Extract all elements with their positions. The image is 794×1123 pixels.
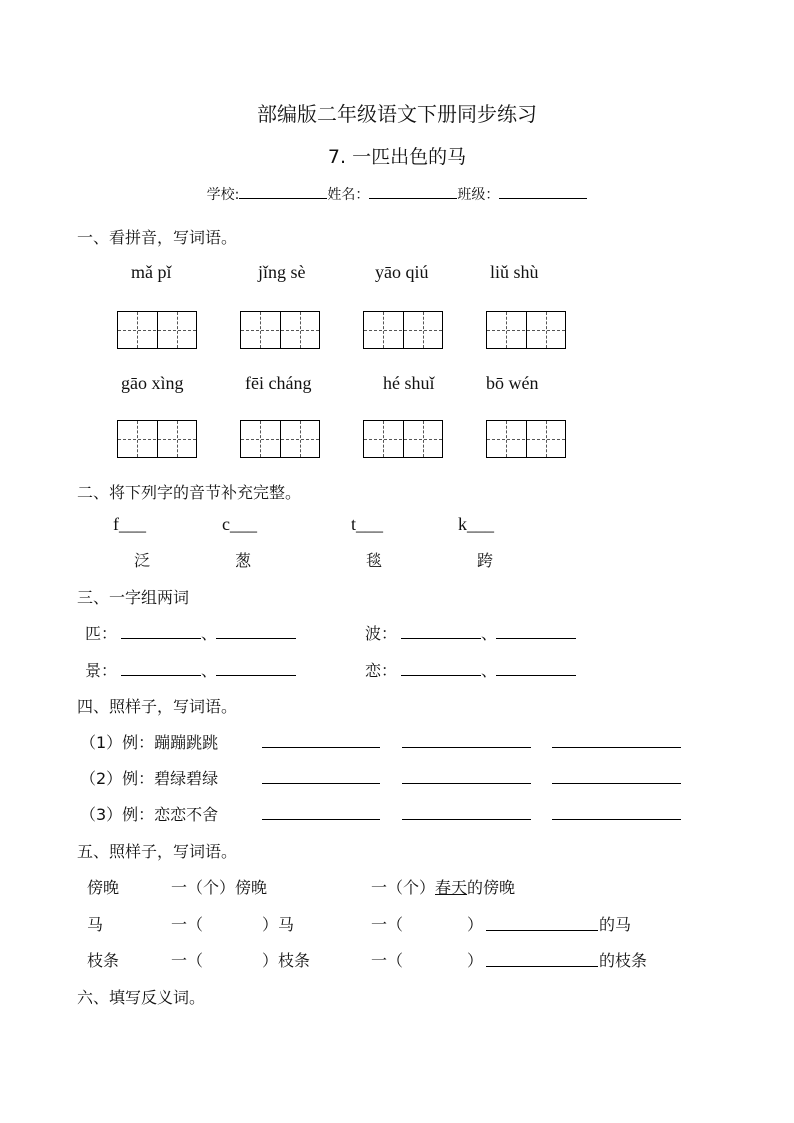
s5-close: ）枝条 — [262, 951, 311, 970]
writing-grid[interactable] — [240, 311, 320, 349]
name-field[interactable] — [369, 184, 457, 199]
separator: 、 — [201, 624, 218, 643]
answer-blank[interactable] — [486, 930, 598, 931]
answer-blank[interactable] — [216, 675, 296, 676]
pinyin: fēi cháng — [245, 373, 312, 393]
school-label: 学校: — [206, 187, 240, 203]
name-label: 姓名： — [327, 187, 370, 203]
section-3-heading: 三、一字组两词 — [77, 588, 190, 607]
s5-close: ） — [467, 951, 484, 970]
writing-grid[interactable] — [486, 420, 566, 458]
section-2-heading: 二、将下列字的音节补充完整。 — [77, 483, 302, 502]
s5-close: ） — [467, 915, 484, 934]
page-title: 部编版二年级语文下册同步练习 — [257, 102, 537, 126]
separator: 、 — [201, 661, 218, 680]
writing-grid[interactable] — [363, 311, 443, 349]
syllable-char: 毯 — [366, 551, 383, 570]
writing-grid[interactable] — [240, 420, 320, 458]
student-info-line — [0, 184, 794, 204]
pinyin: bō wén — [486, 373, 539, 393]
s5-word: 傍晚 — [87, 878, 120, 897]
answer-blank[interactable] — [496, 675, 576, 676]
section-6-heading: 六、填写反义词。 — [77, 988, 206, 1007]
syllable-char: 跨 — [477, 551, 494, 570]
pinyin: jǐng sè — [258, 262, 306, 282]
zuci-char: 景： — [85, 661, 118, 680]
writing-grid[interactable] — [486, 311, 566, 349]
writing-grid[interactable] — [363, 420, 443, 458]
pinyin: yāo qiú — [375, 262, 429, 282]
syllable-char: 泛 — [134, 551, 151, 570]
pinyin: hé shuǐ — [383, 373, 435, 393]
s5-open: 一（ — [371, 951, 404, 970]
answer-blank[interactable] — [402, 819, 531, 820]
underlined-word: 春天 — [435, 878, 468, 897]
s5-suffix: 的枝条 — [599, 951, 648, 970]
answer-blank[interactable] — [552, 783, 681, 784]
answer-blank[interactable] — [496, 638, 576, 639]
writing-grid[interactable] — [117, 311, 197, 349]
school-field[interactable] — [239, 184, 327, 199]
syllable-initial[interactable]: t___ — [351, 514, 384, 534]
answer-blank[interactable] — [402, 783, 531, 784]
answer-blank[interactable] — [216, 638, 296, 639]
section-5-heading: 五、照样子，写词语。 — [77, 842, 238, 861]
separator: 、 — [481, 624, 498, 643]
lesson-title: 7. 一匹出色的马 — [327, 146, 467, 168]
zuci-char: 恋： — [365, 661, 398, 680]
answer-blank[interactable] — [552, 819, 681, 820]
zuci-char: 波： — [365, 624, 398, 643]
s5-open: 一（ — [371, 915, 404, 934]
s5-open: 一（ — [171, 915, 204, 934]
answer-blank[interactable] — [262, 783, 380, 784]
answer-blank[interactable] — [121, 638, 201, 639]
s5-phrase: 一（个）春天的傍晚 — [371, 878, 516, 897]
s5-measure: 一（个）傍晚 — [171, 878, 268, 897]
section-1-heading: 一、看拼音，写词语。 — [77, 228, 238, 247]
separator: 、 — [481, 661, 498, 680]
writing-grid[interactable] — [117, 420, 197, 458]
s5-suffix: 的马 — [599, 915, 632, 934]
s5-open: 一（ — [171, 951, 204, 970]
answer-blank[interactable] — [552, 747, 681, 748]
zuci-char: 匹： — [85, 624, 118, 643]
answer-blank[interactable] — [402, 747, 531, 748]
example-item: （1）例：蹦蹦跳跳 — [80, 733, 219, 752]
syllable-initial[interactable]: k___ — [458, 514, 494, 534]
s5-word: 枝条 — [87, 951, 120, 970]
syllable-char: 葱 — [235, 551, 252, 570]
example-item: （3）例：恋恋不舍 — [80, 805, 219, 824]
answer-blank[interactable] — [486, 966, 598, 967]
pinyin: mǎ pǐ — [131, 262, 172, 282]
answer-blank[interactable] — [401, 675, 481, 676]
section-4-heading: 四、照样子，写词语。 — [77, 697, 238, 716]
s5-close: ）马 — [262, 915, 295, 934]
answer-blank[interactable] — [262, 747, 380, 748]
pinyin: gāo xìng — [121, 373, 184, 393]
answer-blank[interactable] — [121, 675, 201, 676]
example-item: （2）例：碧绿碧绿 — [80, 769, 219, 788]
syllable-initial[interactable]: c___ — [222, 514, 257, 534]
pinyin: liǔ shù — [490, 262, 539, 282]
s5-word: 马 — [87, 915, 104, 934]
class-field[interactable] — [499, 184, 587, 199]
class-label: 班级： — [457, 187, 500, 203]
answer-blank[interactable] — [262, 819, 380, 820]
syllable-initial[interactable]: f___ — [113, 514, 146, 534]
answer-blank[interactable] — [401, 638, 481, 639]
